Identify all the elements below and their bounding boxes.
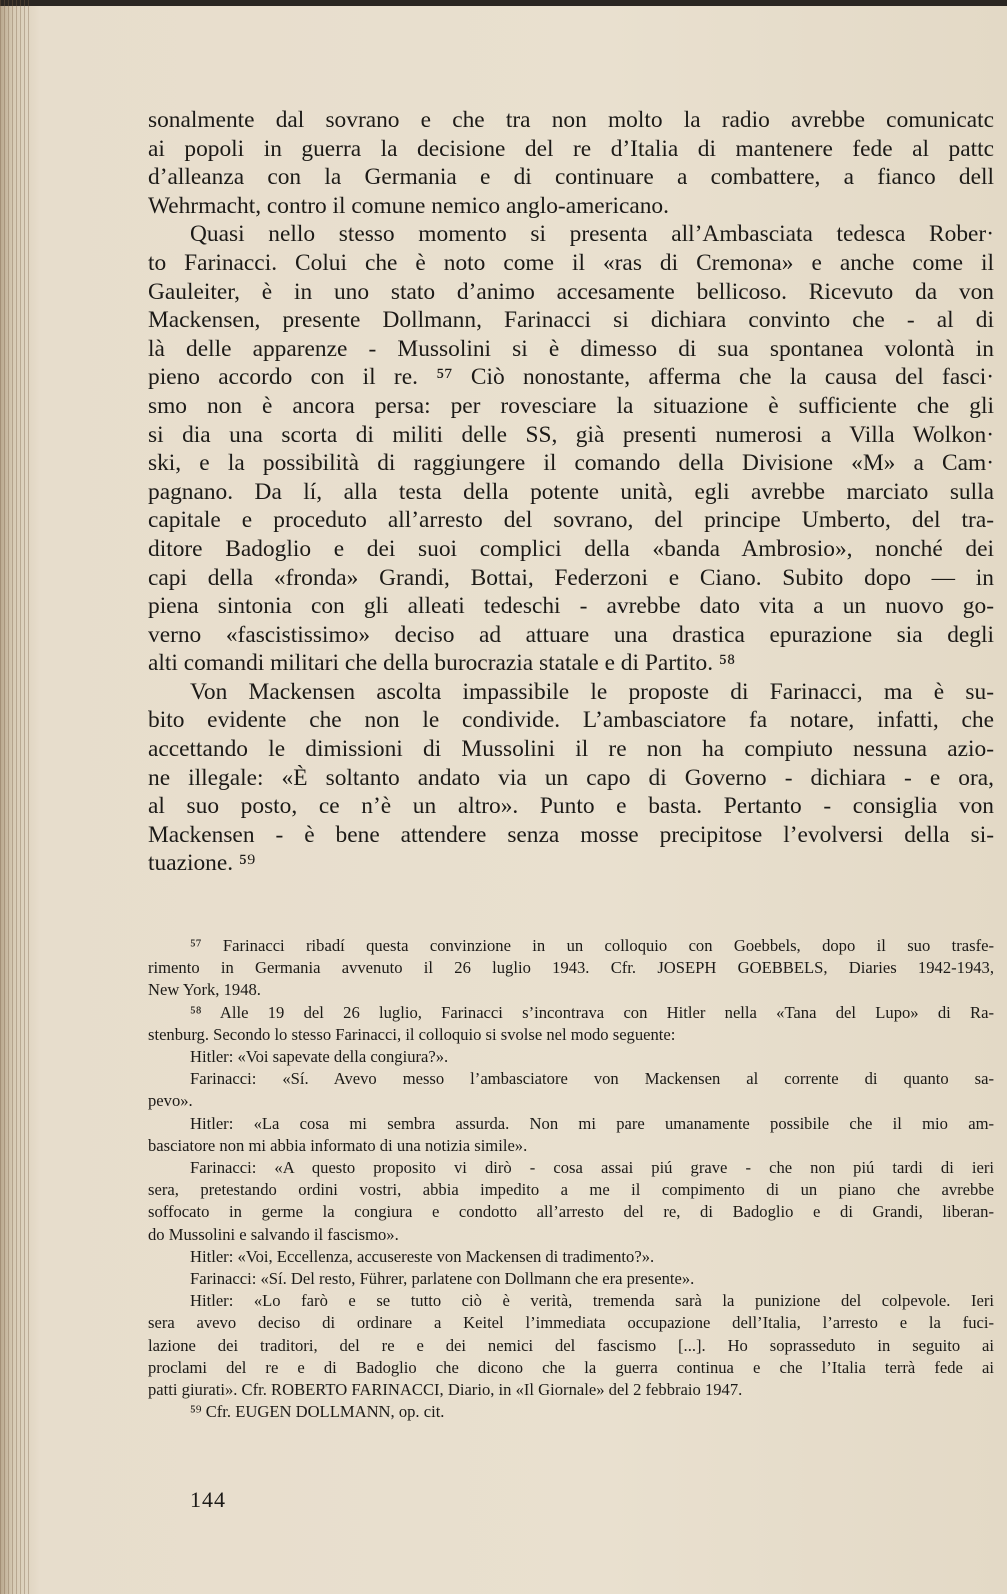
body-line: piena sintonia con gli alleati tedeschi - avrebbe dato vita a un nuovo go-: [148, 593, 994, 620]
body-line: pieno accordo con il re. ⁵⁷ Ciò nonostante, afferma che la causa del fasci·: [148, 364, 994, 391]
body-line: ditore Badoglio e dei suoi complici della «banda Ambrosio», nonché dei: [148, 535, 994, 562]
footnote-line: sera avevo deciso di ordinare a Keitel l’immediata occupazione dell’Italia, l’arresto e la fuci-: [148, 1313, 994, 1333]
footnote-line: Hitler: «La cosa mi sembra assurda. Non mi pare umanamente possibile che il mio am-: [190, 1113, 994, 1133]
footnote-line: pevo».: [148, 1091, 193, 1111]
footnote-line: basciatore non mi abbia informato di una notizia simile».: [148, 1135, 528, 1155]
top-edge-rule: [0, 0, 1007, 6]
body-line: to Farinacci. Colui che è noto come il «ras di Cremona» e anche come il: [148, 249, 994, 276]
footnote-line: ⁵⁹ Cfr. EUGEN DOLLMANN, op. cit.: [190, 1402, 445, 1422]
page-number: 144: [190, 1487, 226, 1512]
body-line: capi della «fronda» Grandi, Bottai, Federzoni e Ciano. Subito dopo — in: [148, 564, 994, 591]
body-line: si dia una scorta di militi delle SS, già presenti numerosi a Villa Wolkon·: [148, 421, 994, 448]
body-line: capitale e proceduto all’arresto del sovrano, del principe Umberto, del tra-: [148, 507, 994, 534]
footnote-line: Farinacci: «Sí. Del resto, Führer, parlatene con Dollmann che era presente».: [190, 1269, 695, 1289]
body-line: ne illegale: «È soltanto andato via un capo di Governo - dichiara - e ora,: [148, 764, 994, 791]
footnote-line: New York, 1948.: [148, 980, 261, 1000]
footnote-line: Farinacci: «Sí. Avevo messo l’ambasciatore von Mackensen al corrente di quanto sa-: [190, 1069, 994, 1089]
body-line: bito evidente che non le condivide. L’ambasciatore fa notare, infatti, che: [148, 707, 994, 734]
footnote-line: proclami del re e di Badoglio che dicono che la guerra continua e che l’Italia terrà fede ai: [148, 1357, 994, 1377]
body-line: accettando le dimissioni di Mussolini il re non ha compiuto nessuna azio-: [148, 736, 994, 763]
body-line: alti comandi militari che della burocrazia statale e di Partito. ⁵⁸: [148, 650, 736, 677]
body-line: tuazione. ⁵⁹: [148, 850, 256, 877]
body-line: ai popoli in guerra la decisione del re d’Italia di mantenere fede al pattc: [148, 135, 994, 162]
body-line: Von Mackensen ascolta impassibile le proposte di Farinacci, ma è su-: [190, 678, 994, 705]
body-line: Mackensen - è bene attendere senza mosse precipitose l’evolversi della si-: [148, 821, 994, 848]
body-line: là delle apparenze - Mussolini si è dimesso di sua spontanea volontà in: [148, 335, 994, 362]
footnote-line: Hitler: «Lo farò e se tutto ciò è verità, tremenda sarà la punizione del colpevole. Ieri: [190, 1291, 994, 1311]
body-line: Wehrmacht, contro il comune nemico anglo-americano.: [148, 192, 669, 219]
footnote-line: ⁵⁷ Farinacci ribadí questa convinzione in un colloquio con Goebbels, dopo il suo trasfe-: [190, 936, 994, 955]
footnote-line: patti giurati». Cfr. ROBERTO FARINACCI, Diario, in «Il Giornale» del 2 febbraio 1947.: [148, 1380, 743, 1400]
body-line: Quasi nello stesso momento si presenta all’Ambasciata tedesca Rober·: [190, 221, 994, 248]
book-binding-edge: [0, 0, 30, 1594]
footnote-line: Hitler: «Voi, Eccellenza, accusereste von Mackensen di tradimento?».: [190, 1246, 655, 1266]
footnote-line: stenburg. Secondo lo stesso Farinacci, il colloquio si svolse nel modo seguente:: [148, 1024, 676, 1044]
footnote-line: Hitler: «Voi sapevate della congiura?».: [190, 1047, 449, 1067]
body-line: sonalmente dal sovrano e che tra non molto la radio avrebbe comunicatc: [148, 107, 994, 133]
footnote-line: do Mussolini e salvando il fascismo».: [148, 1224, 399, 1244]
body-line: ski, e la possibilità di raggiungere il comando della Divisione «M» a Cam·: [148, 450, 994, 477]
body-line: al suo posto, ce n’è un altro». Punto e basta. Pertanto - consiglia von: [148, 793, 994, 820]
body-text: [148, 106, 994, 878]
body-line: pagnano. Da lí, alla testa della potente unità, egli avrebbe marciato sulla: [148, 478, 994, 505]
footnote-line: Farinacci: «A questo proposito vi dirò - cosa assai piú grave - che non piú tardi di ieri: [190, 1158, 994, 1178]
body-line: verno «fascistissimo» deciso ad attuare una drastica epurazione sia degli: [148, 621, 994, 648]
body-line: d’alleanza con la Germania e di continuare a combattere, a fianco dell: [148, 164, 994, 191]
footnote-line: lazione dei traditori, del re e dei nemici del fascismo [...]. Ho soprasseduto in seguito ai: [148, 1335, 994, 1355]
body-line: Mackensen, presente Dollmann, Farinacci si dichiara convinto che - al di: [148, 307, 994, 334]
body-line: Gauleiter, è in uno stato d’animo accesamente bellicoso. Ricevuto da von: [148, 278, 994, 305]
footnotes: [148, 935, 994, 1423]
footnote-line: soffocato in germe la congiura e condotto all’arresto del re, di Badoglio e di Grandi, liberan-: [148, 1202, 994, 1222]
footnote-line: rimento in Germania avvenuto il 26 luglio 1943. Cfr. JOSEPH GOEBBELS, Diaries 1942-1943,: [148, 958, 994, 978]
body-line: smo non è ancora persa: per rovesciare la situazione è sufficiente che gli: [148, 392, 994, 419]
footnote-line: sera, pretestando ordini vostri, abbia impedito a me il compimento di un piano che avrebbe: [148, 1180, 994, 1200]
footnote-line: ⁵⁸ Alle 19 del 26 luglio, Farinacci s’incontrava con Hitler nella «Tana del Lupo» di Ra-: [190, 1002, 994, 1022]
